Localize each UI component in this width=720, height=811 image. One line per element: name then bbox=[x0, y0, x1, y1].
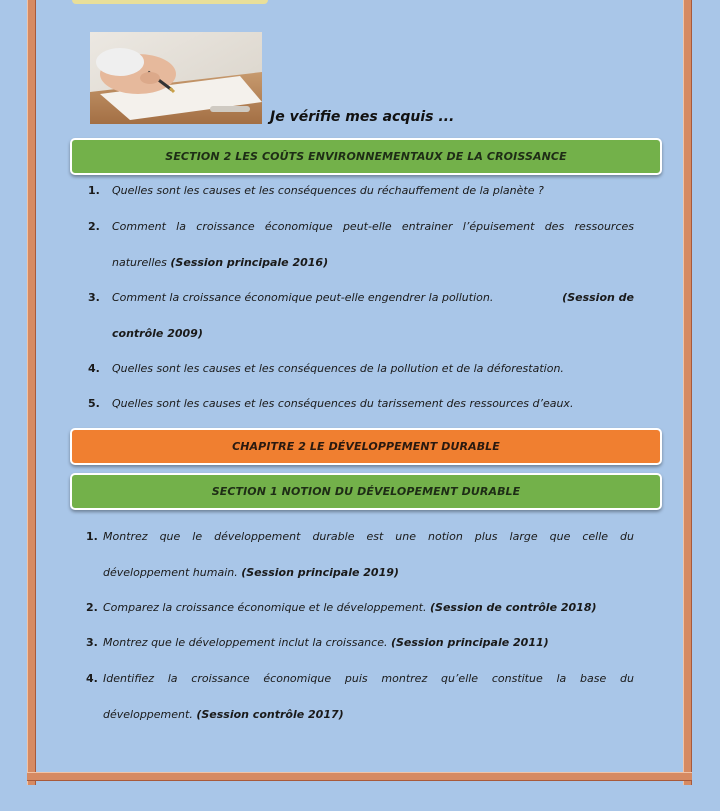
question-text: Identifiez la croissance économique puis montrez qu’elle constitue la base du bbox=[103, 672, 634, 685]
question-number: 1. bbox=[88, 184, 100, 197]
session-tag: (Session de bbox=[562, 291, 634, 304]
chapter2-banner bbox=[70, 428, 662, 465]
list-item bbox=[88, 362, 564, 375]
session-tag: (Session de contrôle 2018) bbox=[430, 601, 597, 614]
list-item bbox=[86, 601, 597, 614]
frame-border-right bbox=[683, 0, 692, 785]
question-number: 4. bbox=[88, 362, 100, 375]
list-item bbox=[88, 397, 573, 410]
chapter2-title: CHAPITRE 2 LE DÉVELOPPEMENT DURABLE bbox=[232, 440, 500, 453]
question-text: Comment la croissance économique peut-elle engendrer la pollution. bbox=[112, 291, 494, 304]
question-number: 1. bbox=[86, 530, 98, 543]
question-number: 5. bbox=[88, 397, 100, 410]
list-item bbox=[88, 220, 634, 269]
question-text: Quelles sont les causes et les conséquences du réchauffement de la planète ? bbox=[112, 184, 544, 197]
question-number: 2. bbox=[86, 601, 98, 614]
session-tag: (Session contrôle 2017) bbox=[196, 708, 344, 721]
question-text: Comment la croissance économique peut-elle entrainer l’épuisement des ressources bbox=[112, 220, 634, 233]
question-text: Comparez la croissance économique et le développement. bbox=[103, 601, 427, 614]
question-text: Quelles sont les causes et les conséquences du tarissement des ressources d’eaux. bbox=[112, 397, 574, 410]
list-item bbox=[86, 636, 549, 649]
session-tag: (Session principale 2019) bbox=[241, 566, 399, 579]
session-tag: (Session principale 2011) bbox=[390, 636, 549, 649]
frame-border-bottom bbox=[27, 772, 692, 781]
list-item bbox=[88, 291, 634, 340]
list-item: 4. Identifiez la croissance économique puis montrez qu’elle constitue la base du développement. (Session contrôle 2017) bbox=[86, 672, 634, 721]
top-banner-stub bbox=[72, 0, 268, 4]
question-text: Montrez que le développement inclut la croissance. bbox=[103, 636, 388, 649]
section1-banner bbox=[70, 473, 662, 510]
section1-title: SECTION 1 NOTION DU DÉVELOPEMENT DURABLE bbox=[211, 485, 521, 498]
page-heading: Je vérifie mes acquis ... bbox=[270, 109, 455, 125]
section2-banner bbox=[70, 138, 662, 175]
question-text: Quelles sont les causes et les conséquences de la pollution et de la déforestation. bbox=[112, 362, 564, 375]
section2-title: SECTION 2 LES COÛTS ENVIRONNEMENTAUX DE LA CROISSANCE bbox=[165, 150, 567, 163]
question-number: 3. bbox=[88, 291, 100, 304]
question-number: 2. bbox=[88, 220, 100, 233]
question-text-cont: naturelles (Session principale 2016) bbox=[112, 256, 329, 269]
list-item bbox=[88, 184, 544, 197]
question-number: 4. bbox=[86, 672, 98, 685]
question-number: 3. bbox=[86, 636, 98, 649]
session-tag-cont: contrôle 2009) bbox=[112, 327, 203, 340]
list-item: 1. Montrez que le développement durable est une notion plus large que celle du développement humain. (Session principale 2019) bbox=[86, 530, 634, 579]
session-tag: (Session principale 2016) bbox=[170, 256, 329, 269]
frame-border-left bbox=[27, 0, 36, 785]
question-text: Montrez que le développement durable est une notion plus large que celle du bbox=[103, 530, 634, 543]
hand-writing-photo bbox=[90, 32, 262, 124]
